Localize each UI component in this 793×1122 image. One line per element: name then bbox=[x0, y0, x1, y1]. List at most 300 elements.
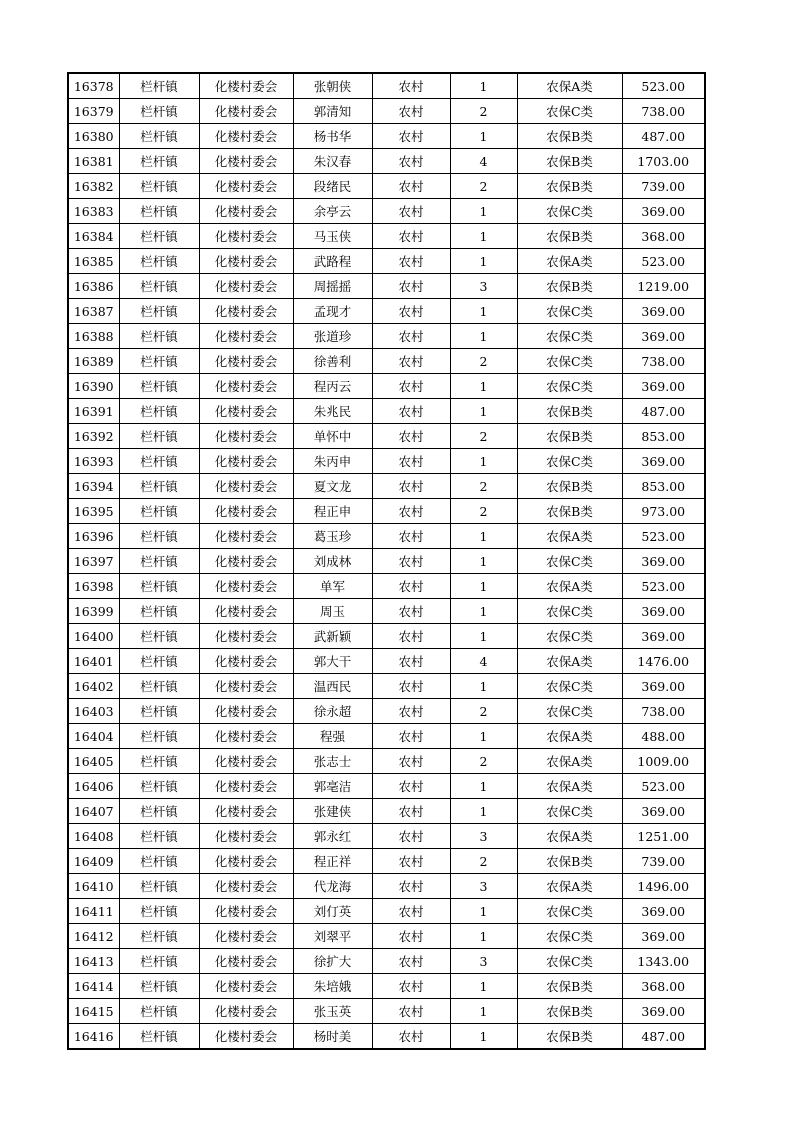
area-type-cell: 农村 bbox=[372, 224, 450, 249]
area-type-cell: 农村 bbox=[372, 124, 450, 149]
village-committee-cell: 化楼村委会 bbox=[199, 574, 293, 599]
household-count-cell: 2 bbox=[450, 174, 517, 199]
insurance-category-cell: 农保B类 bbox=[517, 1024, 622, 1050]
table-row bbox=[68, 424, 705, 449]
serial-number-cell: 16388 bbox=[68, 324, 119, 349]
serial-number-cell: 16400 bbox=[68, 624, 119, 649]
table-row bbox=[68, 999, 705, 1024]
amount-cell: 523.00 bbox=[622, 249, 705, 274]
town-cell: 栏杆镇 bbox=[119, 549, 199, 574]
amount-cell: 853.00 bbox=[622, 424, 705, 449]
name-cell: 代龙海 bbox=[293, 874, 372, 899]
table-row bbox=[68, 349, 705, 374]
insurance-category-cell: 农保A类 bbox=[517, 824, 622, 849]
area-type-cell: 农村 bbox=[372, 449, 450, 474]
serial-number-cell: 16412 bbox=[68, 924, 119, 949]
town-cell: 栏杆镇 bbox=[119, 73, 199, 99]
insurance-category-cell: 农保A类 bbox=[517, 649, 622, 674]
household-count-cell: 1 bbox=[450, 974, 517, 999]
table-row bbox=[68, 374, 705, 399]
name-cell: 刘翠平 bbox=[293, 924, 372, 949]
name-cell: 程正祥 bbox=[293, 849, 372, 874]
table-row bbox=[68, 474, 705, 499]
serial-number-cell: 16411 bbox=[68, 899, 119, 924]
amount-cell: 1219.00 bbox=[622, 274, 705, 299]
town-cell: 栏杆镇 bbox=[119, 274, 199, 299]
serial-number-cell: 16404 bbox=[68, 724, 119, 749]
household-count-cell: 1 bbox=[450, 674, 517, 699]
name-cell: 朱兆民 bbox=[293, 399, 372, 424]
table-row bbox=[68, 1024, 705, 1050]
area-type-cell: 农村 bbox=[372, 549, 450, 574]
serial-number-cell: 16406 bbox=[68, 774, 119, 799]
insurance-category-cell: 农保C类 bbox=[517, 674, 622, 699]
household-count-cell: 2 bbox=[450, 499, 517, 524]
insurance-category-cell: 农保A类 bbox=[517, 249, 622, 274]
insurance-category-cell: 农保B类 bbox=[517, 499, 622, 524]
amount-cell: 523.00 bbox=[622, 524, 705, 549]
name-cell: 徐善利 bbox=[293, 349, 372, 374]
area-type-cell: 农村 bbox=[372, 299, 450, 324]
insurance-category-cell: 农保B类 bbox=[517, 474, 622, 499]
amount-cell: 739.00 bbox=[622, 174, 705, 199]
insurance-category-cell: 农保B类 bbox=[517, 274, 622, 299]
town-cell: 栏杆镇 bbox=[119, 99, 199, 124]
insurance-category-cell: 农保A类 bbox=[517, 749, 622, 774]
name-cell: 郭亳洁 bbox=[293, 774, 372, 799]
area-type-cell: 农村 bbox=[372, 149, 450, 174]
village-committee-cell: 化楼村委会 bbox=[199, 999, 293, 1024]
household-count-cell: 1 bbox=[450, 224, 517, 249]
village-committee-cell: 化楼村委会 bbox=[199, 349, 293, 374]
town-cell: 栏杆镇 bbox=[119, 324, 199, 349]
serial-number-cell: 16399 bbox=[68, 599, 119, 624]
insurance-category-cell: 农保B类 bbox=[517, 424, 622, 449]
table-row bbox=[68, 874, 705, 899]
name-cell: 单怀中 bbox=[293, 424, 372, 449]
village-committee-cell: 化楼村委会 bbox=[199, 249, 293, 274]
amount-cell: 369.00 bbox=[622, 899, 705, 924]
serial-number-cell: 16414 bbox=[68, 974, 119, 999]
insurance-category-cell: 农保A类 bbox=[517, 73, 622, 99]
town-cell: 栏杆镇 bbox=[119, 874, 199, 899]
table-row bbox=[68, 149, 705, 174]
amount-cell: 369.00 bbox=[622, 199, 705, 224]
amount-cell: 369.00 bbox=[622, 324, 705, 349]
area-type-cell: 农村 bbox=[372, 499, 450, 524]
household-count-cell: 2 bbox=[450, 749, 517, 774]
town-cell: 栏杆镇 bbox=[119, 124, 199, 149]
table-row bbox=[68, 849, 705, 874]
name-cell: 余亭云 bbox=[293, 199, 372, 224]
area-type-cell: 农村 bbox=[372, 849, 450, 874]
amount-cell: 369.00 bbox=[622, 549, 705, 574]
household-count-cell: 1 bbox=[450, 624, 517, 649]
serial-number-cell: 16394 bbox=[68, 474, 119, 499]
village-committee-cell: 化楼村委会 bbox=[199, 824, 293, 849]
serial-number-cell: 16407 bbox=[68, 799, 119, 824]
village-committee-cell: 化楼村委会 bbox=[199, 299, 293, 324]
name-cell: 孟现才 bbox=[293, 299, 372, 324]
serial-number-cell: 16393 bbox=[68, 449, 119, 474]
serial-number-cell: 16390 bbox=[68, 374, 119, 399]
area-type-cell: 农村 bbox=[372, 949, 450, 974]
town-cell: 栏杆镇 bbox=[119, 399, 199, 424]
area-type-cell: 农村 bbox=[372, 874, 450, 899]
village-committee-cell: 化楼村委会 bbox=[199, 874, 293, 899]
name-cell: 张玉英 bbox=[293, 999, 372, 1024]
area-type-cell: 农村 bbox=[372, 73, 450, 99]
village-committee-cell: 化楼村委会 bbox=[199, 699, 293, 724]
village-committee-cell: 化楼村委会 bbox=[199, 749, 293, 774]
household-count-cell: 2 bbox=[450, 349, 517, 374]
town-cell: 栏杆镇 bbox=[119, 1024, 199, 1050]
serial-number-cell: 16413 bbox=[68, 949, 119, 974]
name-cell: 杨时美 bbox=[293, 1024, 372, 1050]
serial-number-cell: 16382 bbox=[68, 174, 119, 199]
household-count-cell: 3 bbox=[450, 274, 517, 299]
insurance-category-cell: 农保C类 bbox=[517, 549, 622, 574]
table-row bbox=[68, 974, 705, 999]
table-row bbox=[68, 499, 705, 524]
name-cell: 葛玉珍 bbox=[293, 524, 372, 549]
serial-number-cell: 16383 bbox=[68, 199, 119, 224]
household-count-cell: 1 bbox=[450, 199, 517, 224]
household-count-cell: 4 bbox=[450, 649, 517, 674]
insurance-category-cell: 农保C类 bbox=[517, 299, 622, 324]
household-count-cell: 1 bbox=[450, 399, 517, 424]
serial-number-cell: 16408 bbox=[68, 824, 119, 849]
town-cell: 栏杆镇 bbox=[119, 474, 199, 499]
table-row bbox=[68, 199, 705, 224]
amount-cell: 1496.00 bbox=[622, 874, 705, 899]
town-cell: 栏杆镇 bbox=[119, 499, 199, 524]
town-cell: 栏杆镇 bbox=[119, 749, 199, 774]
table-body bbox=[68, 73, 705, 1049]
table-row bbox=[68, 399, 705, 424]
household-count-cell: 2 bbox=[450, 849, 517, 874]
insurance-category-cell: 农保C类 bbox=[517, 899, 622, 924]
town-cell: 栏杆镇 bbox=[119, 649, 199, 674]
serial-number-cell: 16401 bbox=[68, 649, 119, 674]
household-count-cell: 3 bbox=[450, 874, 517, 899]
records-table bbox=[67, 72, 706, 1050]
household-count-cell: 1 bbox=[450, 724, 517, 749]
area-type-cell: 农村 bbox=[372, 999, 450, 1024]
area-type-cell: 农村 bbox=[372, 924, 450, 949]
village-committee-cell: 化楼村委会 bbox=[199, 899, 293, 924]
table-row bbox=[68, 599, 705, 624]
name-cell: 夏文龙 bbox=[293, 474, 372, 499]
name-cell: 张道珍 bbox=[293, 324, 372, 349]
table-row bbox=[68, 749, 705, 774]
name-cell: 马玉侠 bbox=[293, 224, 372, 249]
insurance-category-cell: 农保B类 bbox=[517, 124, 622, 149]
table-row bbox=[68, 324, 705, 349]
household-count-cell: 1 bbox=[450, 899, 517, 924]
amount-cell: 738.00 bbox=[622, 99, 705, 124]
amount-cell: 523.00 bbox=[622, 73, 705, 99]
area-type-cell: 农村 bbox=[372, 899, 450, 924]
household-count-cell: 1 bbox=[450, 524, 517, 549]
town-cell: 栏杆镇 bbox=[119, 199, 199, 224]
table-row bbox=[68, 899, 705, 924]
amount-cell: 738.00 bbox=[622, 699, 705, 724]
table-row bbox=[68, 699, 705, 724]
table-row bbox=[68, 824, 705, 849]
town-cell: 栏杆镇 bbox=[119, 224, 199, 249]
name-cell: 武路程 bbox=[293, 249, 372, 274]
amount-cell: 1476.00 bbox=[622, 649, 705, 674]
amount-cell: 739.00 bbox=[622, 849, 705, 874]
town-cell: 栏杆镇 bbox=[119, 724, 199, 749]
village-committee-cell: 化楼村委会 bbox=[199, 1024, 293, 1050]
town-cell: 栏杆镇 bbox=[119, 424, 199, 449]
amount-cell: 487.00 bbox=[622, 1024, 705, 1050]
amount-cell: 1703.00 bbox=[622, 149, 705, 174]
household-count-cell: 2 bbox=[450, 424, 517, 449]
town-cell: 栏杆镇 bbox=[119, 974, 199, 999]
village-committee-cell: 化楼村委会 bbox=[199, 224, 293, 249]
serial-number-cell: 16397 bbox=[68, 549, 119, 574]
village-committee-cell: 化楼村委会 bbox=[199, 474, 293, 499]
town-cell: 栏杆镇 bbox=[119, 524, 199, 549]
household-count-cell: 1 bbox=[450, 449, 517, 474]
village-committee-cell: 化楼村委会 bbox=[199, 324, 293, 349]
name-cell: 温西民 bbox=[293, 674, 372, 699]
table-row bbox=[68, 124, 705, 149]
village-committee-cell: 化楼村委会 bbox=[199, 524, 293, 549]
table-row bbox=[68, 524, 705, 549]
household-count-cell: 2 bbox=[450, 699, 517, 724]
town-cell: 栏杆镇 bbox=[119, 574, 199, 599]
town-cell: 栏杆镇 bbox=[119, 674, 199, 699]
village-committee-cell: 化楼村委会 bbox=[199, 974, 293, 999]
amount-cell: 488.00 bbox=[622, 724, 705, 749]
town-cell: 栏杆镇 bbox=[119, 299, 199, 324]
name-cell: 周玉 bbox=[293, 599, 372, 624]
name-cell: 周摇摇 bbox=[293, 274, 372, 299]
village-committee-cell: 化楼村委会 bbox=[199, 374, 293, 399]
town-cell: 栏杆镇 bbox=[119, 999, 199, 1024]
amount-cell: 1009.00 bbox=[622, 749, 705, 774]
village-committee-cell: 化楼村委会 bbox=[199, 924, 293, 949]
household-count-cell: 1 bbox=[450, 1024, 517, 1050]
serial-number-cell: 16392 bbox=[68, 424, 119, 449]
town-cell: 栏杆镇 bbox=[119, 449, 199, 474]
household-count-cell: 4 bbox=[450, 149, 517, 174]
amount-cell: 369.00 bbox=[622, 674, 705, 699]
insurance-category-cell: 农保B类 bbox=[517, 399, 622, 424]
name-cell: 程丙云 bbox=[293, 374, 372, 399]
serial-number-cell: 16391 bbox=[68, 399, 119, 424]
area-type-cell: 农村 bbox=[372, 474, 450, 499]
serial-number-cell: 16378 bbox=[68, 73, 119, 99]
table-row bbox=[68, 174, 705, 199]
insurance-category-cell: 农保C类 bbox=[517, 799, 622, 824]
household-count-cell: 1 bbox=[450, 774, 517, 799]
name-cell: 郭永红 bbox=[293, 824, 372, 849]
name-cell: 刘成林 bbox=[293, 549, 372, 574]
serial-number-cell: 16398 bbox=[68, 574, 119, 599]
serial-number-cell: 16389 bbox=[68, 349, 119, 374]
table-row bbox=[68, 649, 705, 674]
insurance-category-cell: 农保C类 bbox=[517, 449, 622, 474]
village-committee-cell: 化楼村委会 bbox=[199, 174, 293, 199]
village-committee-cell: 化楼村委会 bbox=[199, 274, 293, 299]
village-committee-cell: 化楼村委会 bbox=[199, 849, 293, 874]
area-type-cell: 农村 bbox=[372, 674, 450, 699]
area-type-cell: 农村 bbox=[372, 199, 450, 224]
serial-number-cell: 16402 bbox=[68, 674, 119, 699]
serial-number-cell: 16380 bbox=[68, 124, 119, 149]
household-count-cell: 1 bbox=[450, 599, 517, 624]
village-committee-cell: 化楼村委会 bbox=[199, 949, 293, 974]
serial-number-cell: 16409 bbox=[68, 849, 119, 874]
table-row bbox=[68, 449, 705, 474]
table-row bbox=[68, 924, 705, 949]
name-cell: 刘仃英 bbox=[293, 899, 372, 924]
village-committee-cell: 化楼村委会 bbox=[199, 799, 293, 824]
name-cell: 朱培娥 bbox=[293, 974, 372, 999]
insurance-category-cell: 农保B类 bbox=[517, 174, 622, 199]
insurance-category-cell: 农保C类 bbox=[517, 624, 622, 649]
insurance-category-cell: 农保B类 bbox=[517, 224, 622, 249]
village-committee-cell: 化楼村委会 bbox=[199, 424, 293, 449]
table-row bbox=[68, 274, 705, 299]
village-committee-cell: 化楼村委会 bbox=[199, 599, 293, 624]
household-count-cell: 1 bbox=[450, 799, 517, 824]
serial-number-cell: 16405 bbox=[68, 749, 119, 774]
town-cell: 栏杆镇 bbox=[119, 624, 199, 649]
table-row bbox=[68, 799, 705, 824]
household-count-cell: 1 bbox=[450, 124, 517, 149]
amount-cell: 487.00 bbox=[622, 124, 705, 149]
household-count-cell: 1 bbox=[450, 924, 517, 949]
area-type-cell: 农村 bbox=[372, 424, 450, 449]
area-type-cell: 农村 bbox=[372, 699, 450, 724]
table-row bbox=[68, 73, 705, 99]
area-type-cell: 农村 bbox=[372, 374, 450, 399]
household-count-cell: 1 bbox=[450, 73, 517, 99]
serial-number-cell: 16385 bbox=[68, 249, 119, 274]
insurance-category-cell: 农保C类 bbox=[517, 199, 622, 224]
amount-cell: 368.00 bbox=[622, 974, 705, 999]
amount-cell: 369.00 bbox=[622, 624, 705, 649]
village-committee-cell: 化楼村委会 bbox=[199, 99, 293, 124]
insurance-category-cell: 农保A类 bbox=[517, 774, 622, 799]
area-type-cell: 农村 bbox=[372, 99, 450, 124]
table-row bbox=[68, 724, 705, 749]
serial-number-cell: 16381 bbox=[68, 149, 119, 174]
area-type-cell: 农村 bbox=[372, 324, 450, 349]
area-type-cell: 农村 bbox=[372, 349, 450, 374]
town-cell: 栏杆镇 bbox=[119, 799, 199, 824]
household-count-cell: 1 bbox=[450, 249, 517, 274]
village-committee-cell: 化楼村委会 bbox=[199, 199, 293, 224]
table-row bbox=[68, 774, 705, 799]
table-row bbox=[68, 299, 705, 324]
village-committee-cell: 化楼村委会 bbox=[199, 549, 293, 574]
serial-number-cell: 16387 bbox=[68, 299, 119, 324]
village-committee-cell: 化楼村委会 bbox=[199, 499, 293, 524]
household-count-cell: 1 bbox=[450, 324, 517, 349]
name-cell: 程正申 bbox=[293, 499, 372, 524]
amount-cell: 369.00 bbox=[622, 799, 705, 824]
insurance-category-cell: 农保C类 bbox=[517, 599, 622, 624]
name-cell: 程强 bbox=[293, 724, 372, 749]
area-type-cell: 农村 bbox=[372, 1024, 450, 1050]
area-type-cell: 农村 bbox=[372, 749, 450, 774]
village-committee-cell: 化楼村委会 bbox=[199, 149, 293, 174]
insurance-category-cell: 农保B类 bbox=[517, 849, 622, 874]
village-committee-cell: 化楼村委会 bbox=[199, 449, 293, 474]
name-cell: 郭大干 bbox=[293, 649, 372, 674]
area-type-cell: 农村 bbox=[372, 799, 450, 824]
area-type-cell: 农村 bbox=[372, 974, 450, 999]
area-type-cell: 农村 bbox=[372, 624, 450, 649]
household-count-cell: 1 bbox=[450, 574, 517, 599]
name-cell: 朱汉春 bbox=[293, 149, 372, 174]
serial-number-cell: 16395 bbox=[68, 499, 119, 524]
town-cell: 栏杆镇 bbox=[119, 899, 199, 924]
area-type-cell: 农村 bbox=[372, 249, 450, 274]
amount-cell: 369.00 bbox=[622, 299, 705, 324]
area-type-cell: 农村 bbox=[372, 574, 450, 599]
serial-number-cell: 16416 bbox=[68, 1024, 119, 1050]
table-row bbox=[68, 624, 705, 649]
town-cell: 栏杆镇 bbox=[119, 374, 199, 399]
insurance-category-cell: 农保A类 bbox=[517, 724, 622, 749]
insurance-category-cell: 农保C类 bbox=[517, 99, 622, 124]
table-row bbox=[68, 949, 705, 974]
amount-cell: 738.00 bbox=[622, 349, 705, 374]
village-committee-cell: 化楼村委会 bbox=[199, 724, 293, 749]
amount-cell: 369.00 bbox=[622, 599, 705, 624]
village-committee-cell: 化楼村委会 bbox=[199, 774, 293, 799]
town-cell: 栏杆镇 bbox=[119, 849, 199, 874]
name-cell: 张朝侠 bbox=[293, 73, 372, 99]
insurance-category-cell: 农保C类 bbox=[517, 349, 622, 374]
town-cell: 栏杆镇 bbox=[119, 949, 199, 974]
serial-number-cell: 16386 bbox=[68, 274, 119, 299]
area-type-cell: 农村 bbox=[372, 774, 450, 799]
table-row bbox=[68, 224, 705, 249]
village-committee-cell: 化楼村委会 bbox=[199, 674, 293, 699]
town-cell: 栏杆镇 bbox=[119, 349, 199, 374]
name-cell: 段绪民 bbox=[293, 174, 372, 199]
town-cell: 栏杆镇 bbox=[119, 774, 199, 799]
amount-cell: 1251.00 bbox=[622, 824, 705, 849]
insurance-category-cell: 农保C类 bbox=[517, 324, 622, 349]
name-cell: 单军 bbox=[293, 574, 372, 599]
serial-number-cell: 16403 bbox=[68, 699, 119, 724]
table-row bbox=[68, 99, 705, 124]
household-count-cell: 2 bbox=[450, 99, 517, 124]
village-committee-cell: 化楼村委会 bbox=[199, 73, 293, 99]
town-cell: 栏杆镇 bbox=[119, 699, 199, 724]
area-type-cell: 农村 bbox=[372, 524, 450, 549]
serial-number-cell: 16379 bbox=[68, 99, 119, 124]
town-cell: 栏杆镇 bbox=[119, 824, 199, 849]
area-type-cell: 农村 bbox=[372, 824, 450, 849]
insurance-category-cell: 农保C类 bbox=[517, 924, 622, 949]
name-cell: 徐扩大 bbox=[293, 949, 372, 974]
name-cell: 郭清知 bbox=[293, 99, 372, 124]
amount-cell: 369.00 bbox=[622, 924, 705, 949]
household-count-cell: 1 bbox=[450, 999, 517, 1024]
serial-number-cell: 16384 bbox=[68, 224, 119, 249]
